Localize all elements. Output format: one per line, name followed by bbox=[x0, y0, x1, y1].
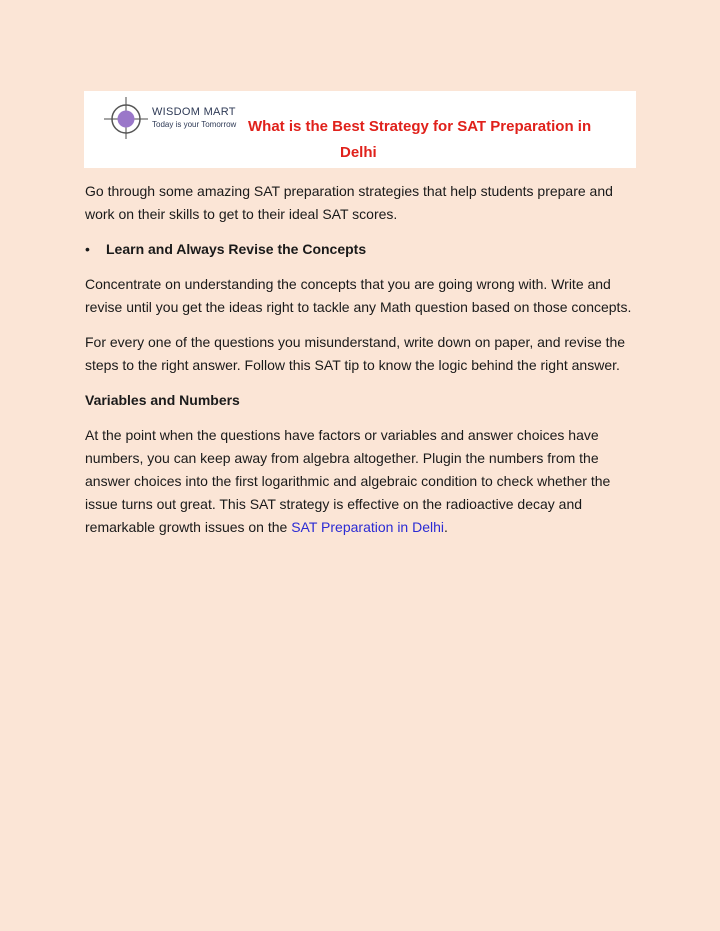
logo-brand-name: WISDOM MART bbox=[152, 106, 236, 118]
concepts-paragraph: Concentrate on understanding the concepts that you are going wrong with. Write and revise until you get the ideas right to tackle any Math question based on those concepts. bbox=[85, 276, 632, 315]
page-title-line-1: What is the Best Strategy for SAT Preparation in bbox=[248, 118, 592, 135]
wisdom-mart-logo bbox=[102, 95, 252, 139]
page-title-line-2: Delhi bbox=[340, 144, 377, 161]
variables-subheading: Variables and Numbers bbox=[85, 392, 240, 408]
logo-crosshair-icon bbox=[102, 95, 150, 139]
variables-paragraph bbox=[85, 424, 640, 539]
logo-tagline: Today is your Tomorrow bbox=[152, 120, 237, 129]
sat-preparation-delhi-link[interactable]: SAT Preparation in Delhi bbox=[291, 519, 445, 535]
revise-paragraph: For every one of the questions you misunderstand, write down on paper, and revise the steps to the right answer. Follow this SAT tip to know the logic behind the right answer. bbox=[85, 334, 626, 373]
bullet-icon: • bbox=[85, 241, 90, 257]
header-banner bbox=[84, 91, 636, 168]
variables-paragraph-text: At the point when the questions have factors or variables and answer choices have numbers, you can keep away from algebra altogether. Plugin the numbers from the answer choices into the first logarithmic and algebraic condition to check whether the issue turns out great. This SAT strategy is effective on the radioactive decay and remarkable growth issues on the bbox=[85, 427, 611, 535]
article-body bbox=[85, 180, 640, 551]
bullet-item bbox=[85, 238, 640, 261]
intro-paragraph: Go through some amazing SAT preparation strategies that help students prepare and work on their skills to get to their ideal SAT scores. bbox=[85, 183, 613, 222]
variables-paragraph-end: . bbox=[444, 519, 448, 535]
bullet-heading: Learn and Always Revise the Concepts bbox=[106, 241, 367, 257]
